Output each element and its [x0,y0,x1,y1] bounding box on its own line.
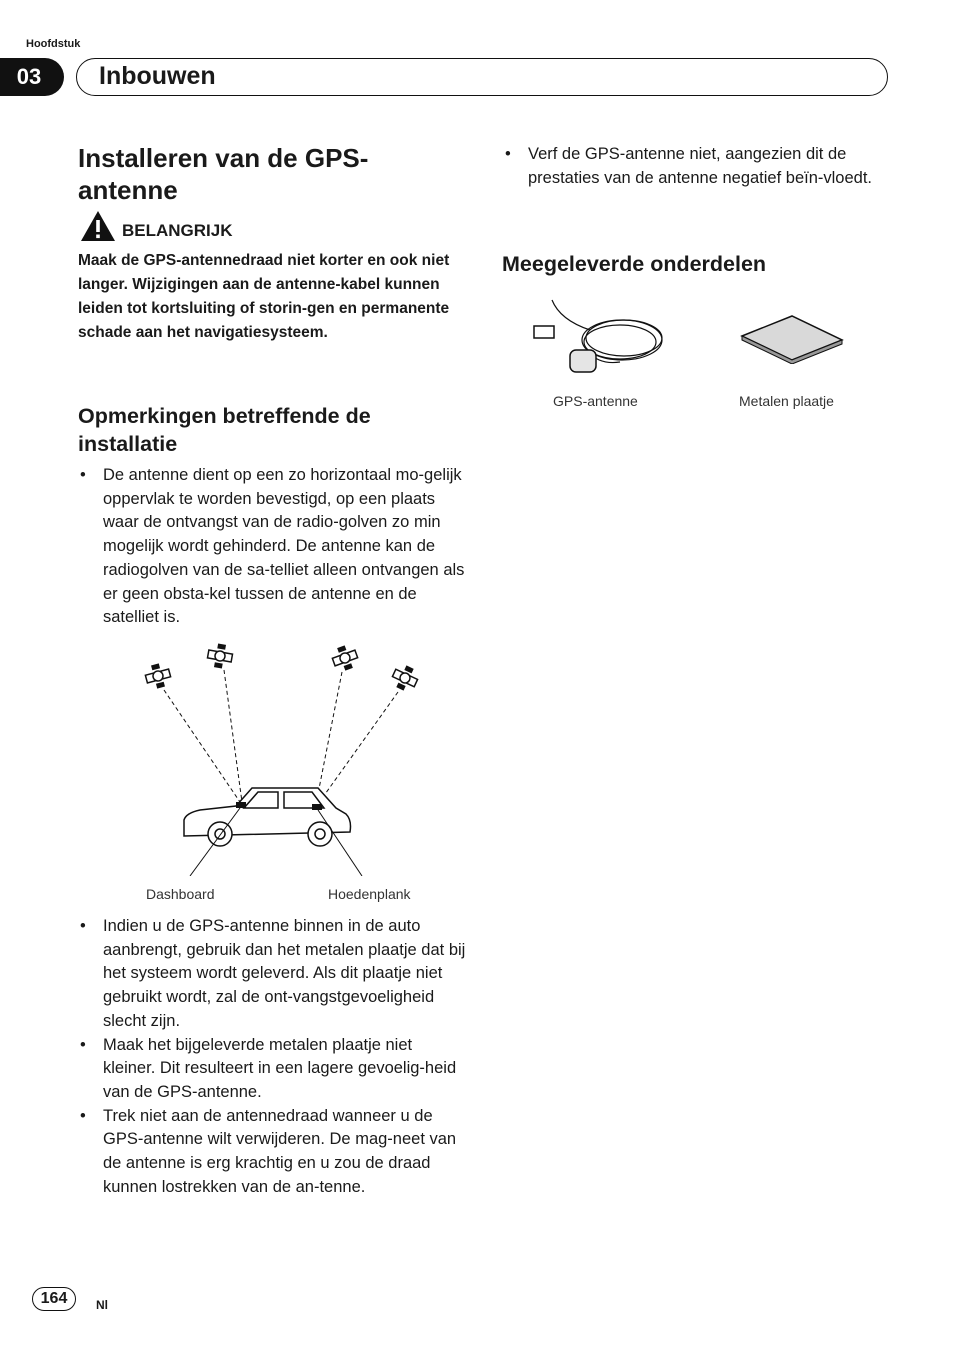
paint-warning-list [503,143,893,190]
metal-plate-icon [740,314,844,364]
important-label: BELANGRIJK [122,221,233,240]
caption-gps-antenna: GPS-antenne [553,393,638,409]
car-icon [184,788,351,846]
satellite-icon [143,661,172,690]
language-code: Nl [96,1298,108,1312]
installation-notes-list-continued [78,915,468,1199]
installation-notes-list [78,464,468,630]
important-notice-heading [80,210,233,242]
chapter-title: Inbouwen [76,58,888,96]
list-item: • Trek niet aan de antennedraad wanneer u de GPS-antenne wilt verwijderen. De mag-neet van de antenne is erg krachtig en u zou de draad kunnen lostrekken van de an-tenne. [78,1105,468,1200]
satellite-icon [330,643,361,674]
satellite-icon [206,642,234,670]
list-item: • De antenne dient op een zo horizontaal mo-gelijk oppervlak te worden bevestigd, op een plaats waar de ontvangst van de radio-golven zo min mogelijk wordt gehinderd. De antenne kan de radiogolven van de sa-telliet alleen ontvangen als er geen obsta-kel tussen de antenne en de satelliet is. [78,464,468,630]
chapter-label: Hoofdstuk [26,38,81,50]
chapter-number-badge: 03 [0,58,64,96]
warning-triangle-icon [80,210,116,242]
installation-notes-heading: Opmerkingen betreffende de installatie [78,404,371,456]
caption-metal-plate: Metalen plaatje [739,393,834,409]
caption-parcel-shelf: Hoedenplank [328,886,411,902]
important-notice-text: Maak de GPS-antennedraad niet korter en ook niet langer. Wijzigingen aan de antenne-kabel kunnen leiden tot kortsluiting of storin-gen en permanente schade aan het navigatiesysteem. [78,252,450,341]
list-item: • Verf de GPS-antenne niet, aangezien dit de prestaties van de antenne negatief beïn-vloedt. [503,143,893,190]
page-title: Installeren van de GPS-antenne [78,143,369,205]
list-item: • Maak het bijgeleverde metalen plaatje niet kleiner. Dit resulteert in een lagere gevoelig-heid van de GPS-antenne. [78,1034,468,1105]
list-item: • Indien u de GPS-antenne binnen in de auto aanbrengt, gebruik dan het metalen plaatje dat bij het systeem wordt geleverd. Als dit plaatje niet gebruikt wordt, zal de ont-vangstgevoeligheid slecht zijn. [78,915,468,1034]
gps-antenna-icon [530,290,670,385]
page-number: 164 [32,1287,76,1311]
satellite-reception-figure [140,636,440,876]
satellite-icon [389,662,421,694]
included-parts-heading: Meegeleverde onderdelen [502,252,767,276]
caption-dashboard: Dashboard [146,886,215,902]
